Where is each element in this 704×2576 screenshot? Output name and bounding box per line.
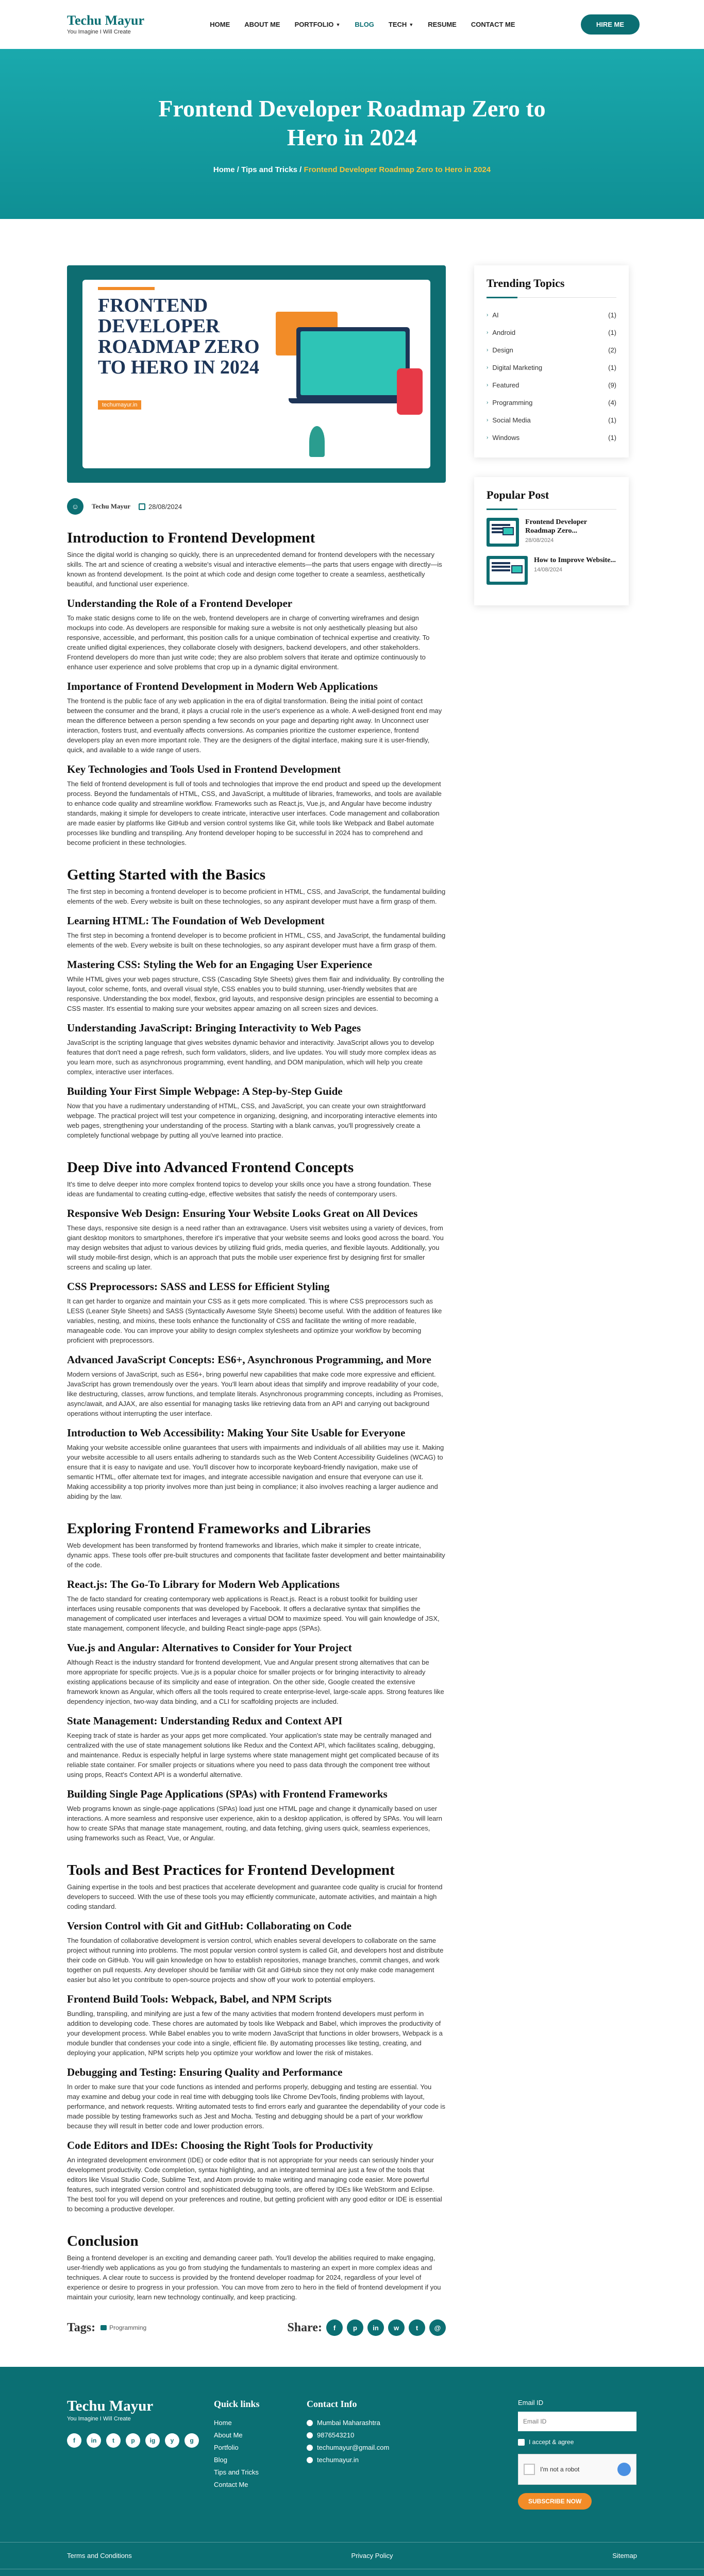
plant-illustration <box>309 426 325 457</box>
post-date <box>139 503 182 511</box>
chevron-right-icon: › <box>487 347 489 353</box>
laptop-screen <box>300 331 406 395</box>
captcha-label: I'm not a robot <box>540 2466 580 2473</box>
logo-text: Techu Mayur <box>67 13 144 28</box>
hero-banner <box>0 49 704 219</box>
nav-contact[interactable] <box>471 21 515 28</box>
article-paragraph: Making your website accessible online guarantees that users with impairments and individuals of all abilities may use it. Making your website accessible to all users entails adhering to standards such as the Web Content Accessibility Guidelines (WCAG) to ensure that it is easy to navigate and use. You'll discover how to incorporate keyboard-friendly navigation, make use of semantic HTML, offer alternate text for images, and integrate accessible navigation and ensure that everyone can use it. Making accessibility a top priority involves more than just being in compliance; it also involves reaching a larger audience and abiding by the law. <box>67 1444 444 1500</box>
breadcrumb-sep: / <box>234 165 242 174</box>
pinterest-share-icon[interactable]: p <box>347 2319 363 2336</box>
topic-count: (1) <box>608 363 616 371</box>
trending-topics-title: Trending Topics <box>487 277 565 290</box>
article-paragraph: Modern versions of JavaScript, such as ES6+, bring powerful new capabilities that make code more expressive and efficient. JavaScript has grown tremendously over the years. You'll learn about ideas that simplify and improve readability of your code, like destructuring, classes, arrow functions, and template literals. Asynchronous programming concepts, including as Promises, async/await, and AJAX, are also essential for managing tasks like retrieving data from an API and carrying out background operations without interrupting the user interface. <box>67 1370 443 1417</box>
subsection-heading: React.js: The Go-To Library for Modern Web Applications <box>67 1578 340 1590</box>
tag-icon <box>100 2325 107 2330</box>
article-paragraph: While HTML gives your web pages structure, CSS (Cascading Style Sheets) gives them flair and individuality. By controlling the layout, color scheme, fonts, and overall visual style, CSS enables you to build stunning, user-friendly websites that are responsive. Understanding the box model, flexbox, grid layouts, and responsive design principles are essential to becoming a CSS master. It's essential to making sure your websites appear amazing on all screen sizes and devices. <box>67 975 444 1012</box>
subsection-heading: Building Single Page Applications (SPAs) with Frontend Frameworks <box>67 1788 388 1800</box>
subsection-heading: Introduction to Web Accessibility: Making Your Site Usable for Everyone <box>67 1427 406 1439</box>
article-paragraph: Keeping track of state is harder as your apps get more complicated. Your application's state may be centrally managed and centralized with the use of state management solutions like Redux and the Context API, which facilitates scaling, debugging, and maintenance. Redux is especially helpful in large systems where state management might get complicated because of its reliable state container. For smaller projects or situations where you need to pass data through the component tree without using props, React's Context API is a wonderful alternative. <box>67 1732 439 1778</box>
topic-name <box>487 434 519 442</box>
topic-name <box>487 381 519 389</box>
subsection-heading: Learning HTML: The Foundation of Web Development <box>67 914 325 927</box>
topic-label: AI <box>492 311 499 319</box>
topic-count: (9) <box>608 381 616 389</box>
popular-post-card <box>474 477 629 605</box>
article-paragraph: The first step in becoming a frontend developer is to become proficient in HTML, CSS, and JavaScript, the fundamental building elements of the web. Every website is built on these technologies, so any aspirant developer must have a firm grasp of them. <box>67 888 446 905</box>
article-paragraph: The field of frontend development is full of tools and technologies that improve the end product and speed up the development process. Beyond the fundamentals of HTML, CSS, and JavaScript, a multitude of libraries, frameworks, and tools are available to enhance code quality and streamline workflow. Frameworks such as React.js, Vue.js, and Angular have become industry standards, making it simple for developers to create intricate, interactive user interfaces. Code management and collaboration are made easier by platforms like GitHub and version control systems like Git, while tools like Webpack and Babel automate processes like bundling and transpiling. Any frontend developer hoping to be successful in 2024 has to comprehend and become proficient in these technologies. <box>67 780 442 846</box>
captcha-checkbox[interactable] <box>524 2464 535 2475</box>
topic-label: Android <box>492 328 516 336</box>
chevron-right-icon: › <box>487 382 489 388</box>
breadcrumb-category[interactable]: Tips and Tricks <box>241 165 298 174</box>
post-title[interactable]: Frontend Developer Roadmap Zero... <box>525 518 587 535</box>
topic-count: (2) <box>608 346 616 354</box>
contact-phone-text: 9876543210 <box>317 2431 355 2439</box>
youtube-icon[interactable]: y <box>165 2433 179 2448</box>
sitemap-link[interactable]: Sitemap <box>612 2552 637 2560</box>
instagram-icon[interactable]: ig <box>145 2433 160 2448</box>
section-heading: Exploring Frontend Frameworks and Libraries <box>67 1520 371 1537</box>
post-thumbnail[interactable] <box>487 518 519 547</box>
chevron-down-icon: ▼ <box>336 22 341 27</box>
nav-tech[interactable] <box>389 21 413 28</box>
consent-label: I accept & agree <box>529 2438 574 2446</box>
article-paragraph: The de facto standard for creating contemporary web applications is React.js. React is a robust toolkit for building user interfaces using reusable components that was developed by Facebook. It offers a declarative syntax that simplifies the management of complicated user interfaces and leverages a virtual DOM to maximize speed. You will gain knowledge of JSX, state management, component lifecycle, and building React single-page apps (SPAs). <box>67 1595 440 1632</box>
subscribe-button[interactable]: SUBSCRIBE NOW <box>518 2493 592 2510</box>
nav-label: RESUME <box>428 21 457 28</box>
nav-label: TECH <box>388 21 407 28</box>
section-heading: Introduction to Frontend Development <box>67 530 315 546</box>
subsection-heading: Debugging and Testing: Ensuring Quality and Performance <box>67 2066 343 2078</box>
topic-label: Windows <box>492 433 520 442</box>
subsection-heading: Building Your First Simple Webpage: A Step-by-Step Guide <box>67 1085 343 1097</box>
contact-email-text: techumayur@gmail.com <box>317 2444 390 2451</box>
article-paragraph: In order to make sure that your code functions as intended and performs properly, debugging and testing are essential. You may examine and debug your code in real time with debugging tools like Chrome DevTools, finding problems with layout, performance, and network requests. Writing automated tests to find errors early and guarantee the dependability of your code is made possible by testing frameworks such as Jest and Mocha. Testing and debugging should be a part of your workflow because they will result in better code and lower production errors. <box>67 2083 445 2130</box>
divider <box>487 297 616 298</box>
footer-logo[interactable]: Techu Mayur <box>67 2398 154 2414</box>
author-avatar: ☺ <box>67 498 83 515</box>
consent-checkbox[interactable] <box>518 2439 525 2446</box>
footer-subscribe <box>518 2399 636 2542</box>
subsection-heading: Understanding the Role of a Frontend Developer <box>67 597 293 609</box>
phone-icon <box>307 2432 313 2438</box>
post-thumbnail[interactable] <box>487 556 528 585</box>
nav-label: CONTACT ME <box>471 21 515 28</box>
post-date-text: 28/08/2024 <box>148 502 182 511</box>
section-heading: Deep Dive into Advanced Frontend Concepts <box>67 1159 354 1176</box>
footer-contact <box>307 2399 518 2542</box>
subsection-heading: Responsive Web Design: Ensuring Your Website Looks Great on All Devices <box>67 1207 418 1219</box>
email-field[interactable] <box>518 2412 636 2431</box>
topic-name <box>487 329 515 336</box>
globe-icon <box>307 2457 313 2463</box>
thumbnail-text-lines <box>492 524 510 526</box>
topic-name <box>487 416 531 424</box>
subsection-heading: Frontend Build Tools: Webpack, Babel, and NPM Scripts <box>67 1993 332 2005</box>
nav-label: ABOUT ME <box>244 21 280 28</box>
email-label: Email ID <box>518 2399 544 2406</box>
contact-website-text: techumayur.in <box>317 2456 359 2464</box>
recaptcha-icon <box>617 2463 631 2476</box>
footer-link-tips[interactable]: Tips and Tricks <box>214 2468 259 2476</box>
chevron-right-icon: › <box>487 312 489 318</box>
popular-post-title: Popular Post <box>487 488 549 501</box>
thumbnail-text-lines <box>492 562 510 564</box>
phone-illustration <box>397 368 423 415</box>
post-date: 14/08/2024 <box>534 567 563 573</box>
chevron-right-icon: › <box>487 364 489 370</box>
contact-phone[interactable] <box>307 2429 518 2442</box>
nav-label: HOME <box>210 21 230 28</box>
privacy-link[interactable]: Privacy Policy <box>351 2552 393 2560</box>
tags-share-row <box>67 2319 446 2336</box>
footer-social <box>67 2433 214 2448</box>
topic-item[interactable] <box>487 376 616 394</box>
captcha-widget <box>518 2454 636 2485</box>
article-paragraph: It can get harder to organize and maintain your CSS as it gets more complicated. This is where CSS preprocessors such as LESS (Leaner Style Sheets) and SASS (Syntactically Awesome Style Sheets) become useful. With the addition of features like variables, nesting, and mixins, these tools enhance the functionality of CSS and facilitate the writing of more readable, manageable code. You can improve your ability to design complex stylesheets and optimize your workflow by becoming proficient with preprocessors. <box>67 1297 442 1344</box>
subsection-heading: Understanding JavaScript: Bringing Interactivity to Web Pages <box>67 1022 361 1034</box>
location-icon <box>307 2420 313 2426</box>
footer-link-contact[interactable]: Contact Me <box>214 2481 248 2488</box>
article-paragraph: An integrated development environment (IDE) or code editor that is not appropriate for your needs can seriously hinder your development productivity. Code completion, syntax highlighting, and an integrated terminal are just a few of the tools that editors like Visual Studio Code, Sublime Text, and Atom provide to make writing and managing code easier. More powerful features, such integrated version control and sophisticated debugging tools, are offered by IDEs like WebStorm and Eclipse. The best tool for you will depend on your preferences and routine, but getting proficient with any good editor or IDE is essential to becoming a productive developer. <box>67 2156 442 2213</box>
twitter-icon[interactable]: t <box>106 2433 121 2448</box>
breadcrumb-sep: / <box>297 165 304 174</box>
topic-item[interactable] <box>487 324 616 341</box>
subsection-heading: CSS Preprocessors: SASS and LESS for Efficient Styling <box>67 1280 330 1293</box>
main-nav <box>210 21 515 28</box>
hire-me-button[interactable]: HIRE ME <box>581 14 640 35</box>
topic-label: Featured <box>492 381 519 389</box>
post-info <box>525 518 616 547</box>
article-paragraph: To make static designs come to life on the web, frontend developers are in charge of converting wireframes and design mockups into code. As developers are responsible for making sure a website is not only aesthetically pleasing but also responsive, accessible, and performant, this position calls for a unique combination of technical expertise and creativity. To create unified digital experiences, they collaborate closely with designers, backend developers, and other stakeholders. Frontend developers do more than just write code; they are also problem solvers that iterate and optimize continuously to enhance user experience and solve problems that crop up in a dynamic digital environment. <box>67 614 430 671</box>
share-group <box>287 2319 446 2336</box>
topic-item[interactable] <box>487 429 616 446</box>
whatsapp-share-icon[interactable]: w <box>388 2319 405 2336</box>
article-paragraph: JavaScript is the scripting language that gives websites dynamic behavior and interactivity. JavaScript allows you to develop features that don't need a page refresh, such form validators, sliders, and live updates. You will study more complex ideas as you learn more, such as asynchronous programming, event handling, and DOM manipulation, which will help you create complex, interactive user interfaces. <box>67 1039 437 1076</box>
subsection-heading: Version Control with Git and GitHub: Collaborating on Code <box>67 1920 351 1932</box>
featured-accent-bar <box>98 287 155 290</box>
chevron-right-icon: › <box>487 417 489 423</box>
article-body <box>67 529 446 2302</box>
mail-icon <box>307 2445 313 2451</box>
post-meta <box>67 498 446 515</box>
nav-resume[interactable] <box>428 21 457 28</box>
topic-count: (1) <box>608 416 616 424</box>
contact-email[interactable] <box>307 2442 518 2454</box>
facebook-icon[interactable]: f <box>67 2433 81 2448</box>
footer-quick-links <box>214 2399 307 2542</box>
subsection-heading: Advanced JavaScript Concepts: ES6+, Asynchronous Programming, and More <box>67 1353 431 1366</box>
topic-item[interactable] <box>487 411 616 429</box>
chevron-right-icon: › <box>487 399 489 405</box>
nav-about[interactable] <box>244 21 280 28</box>
topic-item[interactable] <box>487 341 616 359</box>
site-footer <box>0 2367 704 2576</box>
topic-label: Social Media <box>492 416 531 424</box>
article-paragraph: Web development has been transformed by frontend frameworks and libraries, which make it simpler to create intricate, dynamic apps. These tools offer pre-built structures and components that facilitate faster development and better maintainability of the code. <box>67 1541 445 1569</box>
linkedin-share-icon[interactable]: in <box>367 2319 384 2336</box>
contact-info-title: Contact Info <box>307 2399 357 2409</box>
article-paragraph: Web programs known as single-page applications (SPAs) load just one HTML page and change it dynamically based on user interactions. A more seamless and responsive user experience, akin to a desktop application, is offered by SPAs. You will learn how to create SPAs that manage state management, routing, and data fetching, giving users quick, seamless experiences, using frameworks such as React, Vue, or Angular. <box>67 1805 442 1842</box>
thumbnail-device <box>502 527 514 535</box>
chevron-right-icon: › <box>487 329 489 335</box>
topic-item[interactable] <box>487 359 616 376</box>
calendar-icon <box>139 503 145 510</box>
tags-label: Tags: <box>67 2320 96 2334</box>
footer-tagline: You Imagine I Will Create <box>67 2416 131 2422</box>
nav-label: PORTFOLIO <box>294 21 334 28</box>
twitter-share-icon[interactable]: t <box>409 2319 425 2336</box>
footer-copyright-bar <box>0 2569 704 2576</box>
article-paragraph: The first step in becoming a frontend developer is to become proficient in HTML, CSS, and JavaScript, the fundamental building elements of the web. Every website is built on these technologies, so any aspirant developer must have a firm grasp of them. <box>67 931 446 949</box>
breadcrumb-current: Frontend Developer Roadmap Zero to Hero in 2024 <box>304 165 491 174</box>
github-icon[interactable]: g <box>185 2433 199 2448</box>
footer-link-home[interactable]: Home <box>214 2419 232 2427</box>
breadcrumb <box>213 165 491 174</box>
article-paragraph: Bundling, transpiling, and minifying are just a few of the many activities that modern frontend developers must perform in addition to developing code. These chores are automated by tools like Webpack and Babel, which improves the productivity of your development process. While Babel enables you to write modern JavaScript that functions in older browsers, Webpack is a module bundler that condenses your code into a single, efficient file. By automating processes like testing, creating, and deploying your application, NPM scripts help you optimize your workflow and lower the risk of mistakes. <box>67 2010 443 2057</box>
content-wrapper <box>0 219 704 2336</box>
topic-label: Digital Marketing <box>492 363 543 371</box>
popular-post-item[interactable] <box>487 556 616 585</box>
nav-home[interactable] <box>210 21 230 28</box>
post-info <box>534 556 616 585</box>
topic-item[interactable] <box>487 306 616 324</box>
subsection-heading: Mastering CSS: Styling the Web for an Engaging User Experience <box>67 958 373 971</box>
section-heading: Getting Started with the Basics <box>67 867 266 883</box>
topic-name <box>487 311 499 319</box>
topic-label: Design <box>492 346 513 354</box>
footer-link-about[interactable]: About Me <box>214 2431 243 2439</box>
topic-item[interactable] <box>487 394 616 411</box>
footer-brand <box>67 2399 214 2542</box>
tag-item[interactable] <box>100 2324 146 2331</box>
article-paragraph: Being a frontend developer is an exciting and demanding career path. You'll develop the abilities required to make engaging, user-friendly web applications as you go from studying the fundamentals to mastering an expert in more complex ideas and techniques. A clear route to success is provided by the frontend developer roadmap for 2024, regardless of your level of experience or desire to progress in your profession. You can move from zero to hero in the field of frontend development if you maintain your curiosity, learn new technology continually, and keep practicing. <box>67 2254 441 2301</box>
divider <box>487 509 616 510</box>
subsection-heading: Vue.js and Angular: Alternatives to Consider for Your Project <box>67 1641 352 1654</box>
article-paragraph: Since the digital world is changing so quickly, there is an unprecedented demand for frontend developers with the necessary skills. The art and science of creating a website's visual and interactive elements—the parts that users engage with directly—is known as frontend development. Is the point at which code and design come together to create a seamless, aesthetically beautiful, and functional user experience. <box>67 551 442 588</box>
popular-post-item[interactable] <box>487 518 616 547</box>
trending-topics-card <box>474 265 629 457</box>
article-paragraph: The frontend is the public face of any web application in the era of digital transformation. Being the initial point of contact between the consumer and the brand, it plays a crucial role in the user's experience as a whole. A well-designed front end may mean the difference between a person spending a few seconds on your page and departing right away. In Unconnect user interaction, fosters trust, and eventually affects conversions. As companies prioritize the customer experience, frontend developers play an even more important role. They are the designers of the digital interface, making sure it is user-friendly, quick, and available to a wide range of users. <box>67 697 442 754</box>
topic-list <box>487 306 616 446</box>
post-title[interactable]: How to Improve Website... <box>534 556 616 564</box>
section-heading: Conclusion <box>67 2233 139 2249</box>
nav-label: BLOG <box>355 21 374 28</box>
linkedin-icon[interactable]: in <box>87 2433 101 2448</box>
footer-links-bar <box>0 2542 704 2569</box>
topic-count: (1) <box>608 433 616 442</box>
pinterest-icon[interactable]: p <box>126 2433 140 2448</box>
article-paragraph: These days, responsive site design is a need rather than an extravagance. Users visit websites using a variety of devices, from giant desktop monitors to smartphones, therefore it's imperative that your website seems and looks good across the board. You may design websites that adjust to various devices by utilizing fluid grids, media queries, and flexible layouts. Additionally, you will study mobile-first design, which is an approach that puts the mobile user experience first by designing first for smaller screens and scaling up later. <box>67 1224 444 1271</box>
share-label: Share: <box>287 2320 322 2334</box>
logo-tagline: You Imagine I Will Create <box>67 29 131 35</box>
topic-name <box>487 364 542 371</box>
contact-location <box>307 2417 518 2429</box>
post-date: 28/08/2024 <box>525 537 554 544</box>
nav-blog[interactable] <box>355 21 374 28</box>
page-title: Frontend Developer Roadmap Zero to Hero in 2024 <box>158 95 546 150</box>
section-heading: Tools and Best Practices for Frontend Development <box>67 1862 395 1878</box>
article-paragraph: Gaining expertise in the tools and best practices that accelerate development and guarantee code quality is crucial for frontend developers to succeed. With the use of these tools you may efficiently communicate, automate activities, and maintain a high coding standard. <box>67 1883 443 1910</box>
article-paragraph: Although React is the industry standard for frontend development, Vue and Angular present strong alternatives that can be more appropriate for specific projects. Vue.js is a popular choice for smaller projects or for bringing interactivity to already existing applications because of its simplicity and ease of integration. On the other side, Google created the extensive framework known as Angular, which offers all the tools required to create enterprise-level, large-scale apps. Strong features like dependency injection, two-way data binding, and a CLI for scaffolding projects are included. <box>67 1658 444 1705</box>
chevron-down-icon: ▼ <box>409 22 414 27</box>
breadcrumb-home[interactable]: Home <box>213 165 235 174</box>
terms-link[interactable]: Terms and Conditions <box>67 2552 132 2560</box>
topic-count: (1) <box>608 328 616 336</box>
topic-count: (1) <box>608 311 616 319</box>
article-paragraph: The foundation of collaborative development is version control, which enables several developers to collaborate on the same project without running into problems. The most popular version control system is called Git, and developers host and distribute their code on GitHub. You will gain knowledge on how to establish repositories, manage branches, commit changes, and work together on pull requests. Any developer should be familiar with Git and GitHub since they not only make code management easier but also let you contribute to open-source projects and show off your work to potential employers. <box>67 1937 444 1984</box>
footer-columns <box>0 2367 704 2542</box>
nav-portfolio[interactable] <box>295 21 341 28</box>
author-name[interactable]: Techu Mayur <box>92 502 130 510</box>
subsection-heading: Code Editors and IDEs: Choosing the Right Tools for Productivity <box>67 2139 373 2151</box>
site-header <box>0 0 704 49</box>
laptop-illustration <box>296 327 410 399</box>
chevron-right-icon: › <box>487 434 489 440</box>
featured-badge: techumayur.in <box>98 400 141 410</box>
article-paragraph: Now that you have a rudimentary understanding of HTML, CSS, and JavaScript, you can create your own straightforward webpage. The practical project will test your competence in organizing, designing, and incorporating interactive elements into web pages, strengthening your understanding of the process. Starting with a blank canvas, you'll progressively create a completely functional webpage by putting all you've learned into practice. <box>67 1102 438 1139</box>
footer-link-blog[interactable]: Blog <box>214 2456 228 2464</box>
popular-post-list <box>487 518 616 585</box>
quick-links-title: Quick links <box>214 2399 260 2409</box>
footer-link-portfolio[interactable]: Portfolio <box>214 2444 239 2451</box>
subsection-heading: Importance of Frontend Development in Modern Web Applications <box>67 680 378 692</box>
sidebar <box>474 265 629 2336</box>
site-logo[interactable] <box>67 14 144 35</box>
tag-text: Programming <box>109 2324 147 2331</box>
consent-row[interactable] <box>518 2438 636 2446</box>
contact-location-text: Mumbai Maharashtra <box>317 2419 380 2427</box>
topic-name <box>487 399 532 406</box>
article-main <box>67 265 446 2336</box>
email-share-icon[interactable]: @ <box>429 2319 446 2336</box>
tags-group <box>67 2321 146 2335</box>
topic-label: Programming <box>492 398 533 406</box>
featured-image <box>67 265 446 483</box>
topic-count: (4) <box>608 398 616 406</box>
article-paragraph: It's time to delve deeper into more complex frontend topics to develop your skills once you have a strong foundation. These ideas are fundamental to creating cutting-edge, effective websites that satisfy the needs of contemporary users. <box>67 1180 431 1198</box>
contact-website[interactable] <box>307 2454 518 2466</box>
thumbnail-device <box>511 565 523 573</box>
facebook-share-icon[interactable]: f <box>326 2319 343 2336</box>
topic-name <box>487 346 513 354</box>
subsection-heading: State Management: Understanding Redux and Context API <box>67 1715 343 1727</box>
featured-title: FRONTEND DEVELOPER ROADMAP ZERO TO HERO IN 2024 <box>98 295 260 378</box>
subsection-heading: Key Technologies and Tools Used in Frontend Development <box>67 763 341 775</box>
